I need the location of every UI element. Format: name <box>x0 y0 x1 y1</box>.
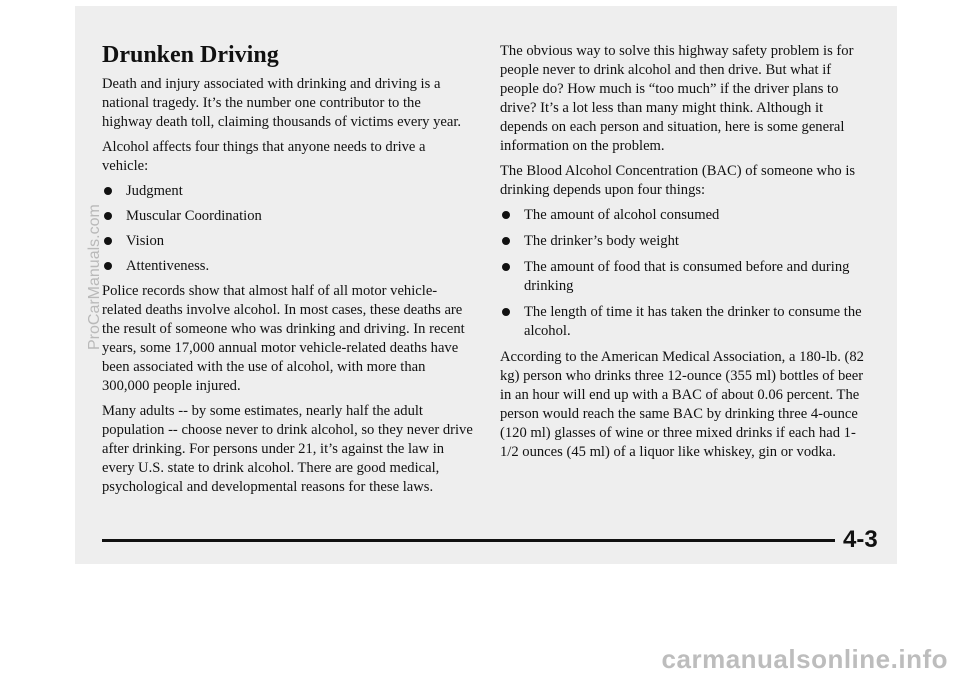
bullet-icon <box>502 211 510 219</box>
left-column <box>102 40 474 503</box>
bac-paragraph: The Blood Alcohol Concentration (BAC) of someone who is drinking depends upon four things: <box>500 163 856 198</box>
bullet-icon <box>104 237 112 245</box>
list-item-text: The amount of alcohol consumed <box>524 207 720 223</box>
intro-paragraph: Death and injury associated with drinking and driving is a national tragedy. It’s the number one contributor to the highway death toll, claiming thousands of victims every year. <box>102 76 462 130</box>
solution-paragraph: The obvious way to solve this highway safety problem is for people never to drink alcohol and then drive. But what if people do? How much is “too much” if the driver plans to drive? It’s a lot less than many might think. Although it depends on each person and situation, here is some general information on the problem. <box>500 43 854 154</box>
list-item-text: The amount of food that is consumed before and during drinking <box>524 259 850 294</box>
side-watermark: ProCarManuals.com <box>86 204 103 350</box>
manual-page <box>75 6 897 564</box>
list-item <box>102 207 474 226</box>
police-records-paragraph: Police records show that almost half of all motor vehicle-related deaths involve alcohol. In most cases, these deaths are the result of someone who was drinking and driving. In recent years, some 17,000 annual motor vehicle-related deaths have been associated with the use of alcohol, with more than 300,000 people injured. <box>102 283 465 394</box>
bullet-icon <box>104 187 112 195</box>
bullet-icon <box>502 263 510 271</box>
right-column <box>500 42 872 468</box>
bullet-icon <box>104 212 112 220</box>
adults-paragraph: Many adults -- by some estimates, nearly half the adult population -- choose never to drink alcohol, so they never drive after drinking. For persons under 21, it’s against the law in every U.S. state to drink alcohol. There are good medical, psychological and developmental reasons for these laws. <box>102 403 473 495</box>
list-item-text: The length of time it has taken the drinker to consume the alcohol. <box>524 304 862 339</box>
list-item <box>500 206 872 225</box>
affects-paragraph: Alcohol affects four things that anyone needs to drive a vehicle: <box>102 139 426 174</box>
list-item-text: Vision <box>126 233 165 249</box>
page-number: 4-3 <box>843 526 878 553</box>
bullet-icon <box>502 308 510 316</box>
bullet-icon <box>104 262 112 270</box>
footer-rule <box>102 539 835 542</box>
bac-factors-list <box>500 206 872 341</box>
bullet-icon <box>502 237 510 245</box>
ama-paragraph: According to the American Medical Association, a 180-lb. (82 kg) person who drinks three 12-ounce (355 ml) bottles of beer in an hour will end up with a BAC of about 0.06 percent. The person would reach the same BAC by drinking three 4-ounce (120 ml) glasses of wine or three mixed drinks if each had 1-1/2 ounces (45 ml) of a liquor like whiskey, gin or vodka. <box>500 349 864 460</box>
list-item <box>500 303 872 341</box>
list-item <box>102 182 474 201</box>
list-item-text: Judgment <box>126 183 183 199</box>
list-item-text: Attentiveness. <box>126 258 210 274</box>
list-item <box>102 257 474 276</box>
affects-list <box>102 182 474 276</box>
list-item-text: The drinker’s body weight <box>524 233 679 249</box>
footer-watermark: carmanualsonline.info <box>661 644 948 674</box>
list-item <box>500 258 872 296</box>
section-title: Drunken Driving <box>102 42 279 68</box>
list-item <box>500 232 872 251</box>
list-item <box>102 232 474 251</box>
list-item-text: Muscular Coordination <box>126 208 262 224</box>
